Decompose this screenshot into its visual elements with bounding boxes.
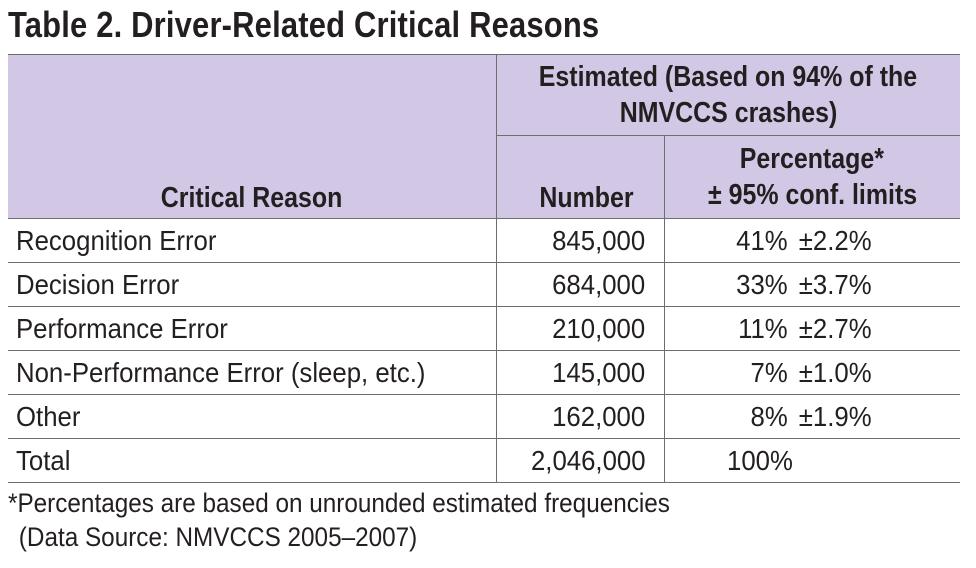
column-header-percentage-line1: Percentage* [740, 143, 885, 175]
percentage-value: 7% [749, 357, 788, 388]
percentage-cell [664, 263, 960, 307]
column-header-estimated-line2: NMVCCS crashes) [619, 97, 838, 129]
number-cell [496, 263, 664, 307]
confidence-limit: ±3.7% [798, 269, 872, 300]
reason-cell [8, 263, 496, 307]
number-value: 2,046,000 [530, 445, 646, 476]
confidence-limit: ±2.7% [798, 313, 872, 344]
table-row [8, 219, 960, 263]
number-cell [496, 307, 664, 351]
reason-label: Non-Performance Error (sleep, etc.) [16, 357, 426, 388]
table-footnote [8, 486, 670, 554]
table-row [8, 307, 960, 351]
reason-cell [8, 351, 496, 395]
confidence-limit: ±1.9% [798, 401, 872, 432]
percentage-cell [664, 395, 960, 439]
percentage-value: 41% [735, 225, 788, 256]
reason-cell [8, 439, 496, 483]
percentage-cell [664, 219, 960, 263]
percentage-value: 11% [737, 313, 788, 344]
column-header-estimated-line1: Estimated (Based on 94% of the [539, 61, 918, 93]
table-row [8, 351, 960, 395]
number-cell [496, 439, 664, 483]
reason-label: Performance Error [16, 313, 228, 344]
reason-cell [8, 307, 496, 351]
percentage-value: 100% [726, 445, 793, 476]
number-value: 845,000 [552, 225, 646, 256]
table-row [8, 395, 960, 439]
reason-label: Recognition Error [16, 225, 217, 256]
column-header-estimated [496, 55, 960, 136]
percentage-value: 8% [749, 401, 788, 432]
confidence-limit: ±1.0% [798, 357, 872, 388]
footnote-line: *Percentages are based on unrounded estimated frequencies [8, 488, 670, 518]
percentage-cell [664, 439, 960, 483]
number-cell [496, 351, 664, 395]
percentage-cell [664, 351, 960, 395]
column-header-number [496, 136, 664, 219]
confidence-limit: ±2.2% [798, 225, 872, 256]
reason-label: Other [16, 401, 81, 432]
critical-reasons-table [8, 54, 960, 483]
column-header-critical-reason-label: Critical Reason [160, 182, 343, 214]
reason-cell [8, 219, 496, 263]
number-value: 684,000 [552, 269, 646, 300]
number-cell [496, 219, 664, 263]
data-source-line: (Data Source: NMVCCS 2005–2007) [18, 522, 418, 552]
table-row-total [8, 439, 960, 483]
reason-label: Total [16, 445, 71, 476]
column-header-critical-reason [8, 55, 496, 219]
table-title: Table 2. Driver-Related Critical Reasons [8, 4, 600, 45]
number-value: 145,000 [552, 357, 646, 388]
number-value: 210,000 [552, 313, 646, 344]
column-header-number-label: Number [539, 182, 634, 214]
number-value: 162,000 [552, 401, 646, 432]
reason-label: Decision Error [16, 269, 180, 300]
percentage-value: 33% [735, 269, 788, 300]
reason-cell [8, 395, 496, 439]
percentage-cell [664, 307, 960, 351]
number-cell [496, 395, 664, 439]
column-header-percentage [664, 136, 960, 219]
table-row [8, 263, 960, 307]
column-header-percentage-line2: ± 95% conf. limits [707, 179, 917, 211]
